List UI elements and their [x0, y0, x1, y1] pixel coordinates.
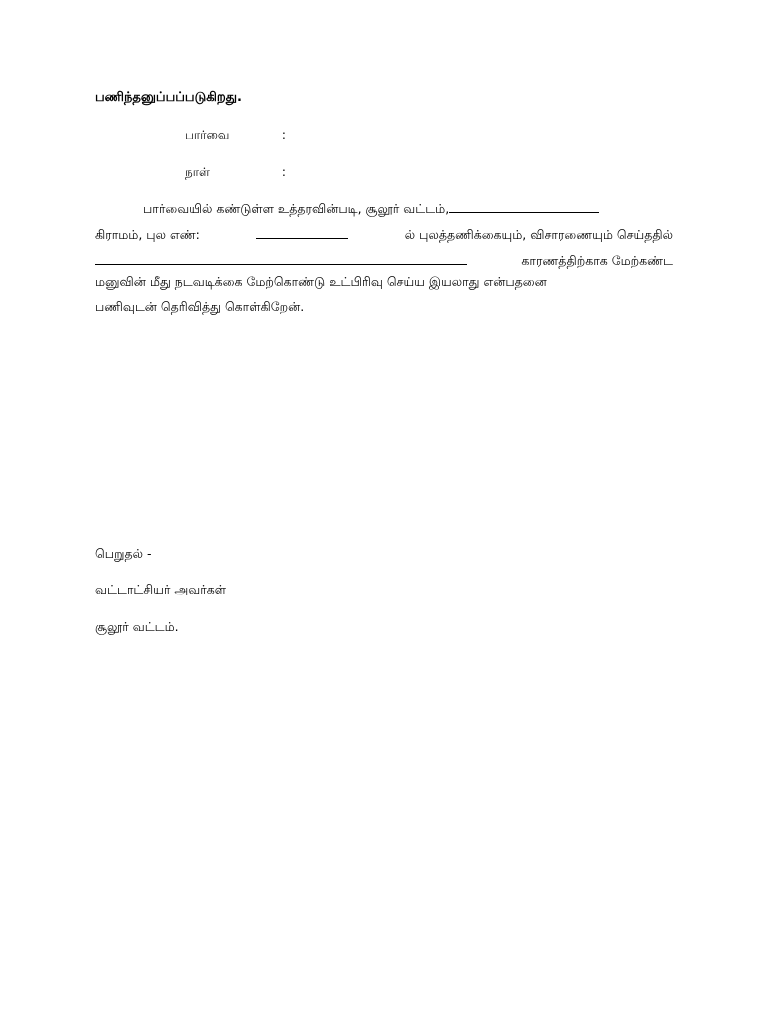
- body-line-5: [95, 299, 673, 315]
- recipient-addressee: வட்டாட்சியர் அவர்கள்: [95, 582, 227, 597]
- recipient-label: பெறுதல் -: [95, 546, 152, 561]
- document-heading: பணிந்தனுப்பப்படுகிறது.: [95, 90, 242, 105]
- body-text: பணிவுடன் தெரிவித்து கொள்கிறேன்.: [95, 299, 305, 314]
- blank-survey-number-field: [256, 226, 348, 239]
- blank-village-field: [449, 200, 599, 213]
- body-text: பார்வையில் கண்டுள்ள உத்தரவின்படி, சூலூர் வட்டம்,: [143, 201, 450, 216]
- reference-colon: :: [281, 165, 286, 179]
- reference-row-parvai: [185, 128, 286, 144]
- body-line-4: [95, 274, 673, 290]
- blank-reason-field: [95, 252, 467, 265]
- reference-row-date: [185, 165, 286, 181]
- body-line-3: [95, 252, 673, 269]
- body-line-2: [95, 226, 673, 243]
- body-text: மனுவின் மீது நடவடிக்கை மேற்கொண்டு உட்பிரிவு செய்ய இயலாது என்பதனை: [95, 274, 547, 289]
- body-text: ல் புலத்தணிக்கையும், விசாரணையும் செய்ததில்: [404, 227, 673, 242]
- reference-label: பார்வை: [185, 128, 230, 142]
- body-text: கிராமம், புல எண்:: [95, 227, 200, 242]
- reference-colon: :: [281, 128, 286, 142]
- body-line-1: [95, 200, 673, 217]
- recipient-location: சூலூர் வட்டம்.: [95, 619, 179, 634]
- reference-label: நாள்: [185, 165, 210, 179]
- body-text: காரணத்திற்காக மேற்கண்ட: [521, 253, 673, 268]
